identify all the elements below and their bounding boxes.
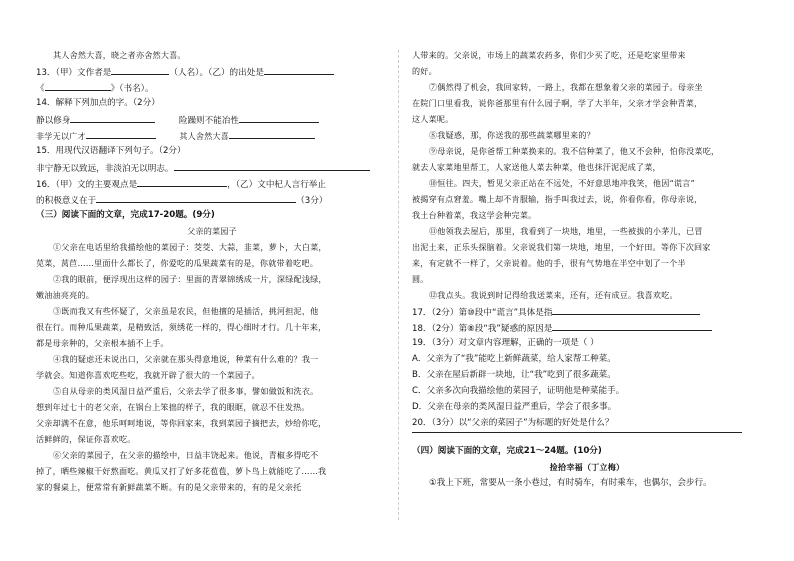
question-15-sentence: 非宁静无以致远，非淡泊无以明志。 [36,159,388,175]
answer-blank[interactable] [174,159,370,171]
question-14-row1: 静以修身 险躁则不能冶性 [36,111,388,127]
paragraph-line: ⑩恒往。四夫，暂见父亲正站在不远处，不好意思地冲我笑，他因“谎言” [429,178,695,188]
paragraph-line: 就去人家菜地里帮工，人家送他人菜去种菜，他也抹汗泥泥成了菜， [412,162,661,172]
paragraph-line: 嫩油油亮亮的。 [36,290,95,300]
answer-blank[interactable] [70,111,155,123]
paragraph-line: 被揭穿有点窘羞。嘴上却不肯服输，指手叫我过去，说，你看你看，你母亲说， [412,194,703,204]
paragraph-line: 父亲却满不在意，他乐呵呵地说，等你回家来，我到菜园子摘把去，炒给你吃， [36,418,327,428]
paragraph-line: ①父亲在电话里给我描绘他的菜园子：茭茭、大蒜，韭菜，萝卜，大白菜， [53,242,327,252]
answer-blank[interactable] [229,127,315,139]
answer-blank[interactable] [552,319,712,331]
paragraph-line: ⑫我点头。我说到时记得给我送菜来，还有，还有成豆。我喜欢吃。 [429,290,678,300]
paragraph-line: ⑦偶然得了机会，我回家转，一路上，我都在想象着父亲的菜园子。母亲坐 [429,82,703,92]
option-d[interactable]: D．父亲在母亲的类风湿日益严重后，学会了很多事。 [412,402,617,412]
answer-blank[interactable] [86,127,156,139]
answer-blank[interactable] [264,63,334,75]
text-line: 其人舍然大喜，晓之者亦舍然大喜。 [53,50,186,60]
paragraph-line: ①我上下班，常要从一条小巷过，有时骑车，有时乘车，也偶尔，会步行。 [429,478,712,488]
paragraph-line: ⑨母亲说，是你爸帮工种菜换来的。我不信种菜了，他又不会种，怕你没菜吃， [429,146,720,156]
left-column [36,47,388,495]
paragraph-line: 想到年过七十的老父亲，在锅台上笨拙的样子，我的眼眶，就忍不住发热。 [36,402,310,412]
answer-blank[interactable] [45,79,111,91]
question-16-cont: 的积极意义在于 （3分） [36,191,388,207]
answer-line[interactable] [412,432,742,433]
paragraph-line: ③既而我又有些怀疑了，父亲虽是农民，但他擅的是插活，挑河担泥，他 [53,306,319,316]
paragraph-line: 这人菜呢。 [412,114,454,124]
paragraph-line: 出泥土来，正乐头探脑着。父亲说我们第一块地，地里，一个好田。等你下次回家 [412,242,711,252]
paragraph-line: 我土台种着菜，我这学会种完菜。 [412,210,537,220]
option-b[interactable]: B．父亲在屋后新辟一块地，让“我”吃到了很多蔬菜。 [412,370,616,380]
answer-blank[interactable] [111,63,169,75]
question-14: 14．解释下列加点的字。（2分） [36,98,160,108]
right-column [412,47,762,491]
paragraph-line: ⑤自从母亲的类风湿日益严重后，父亲去学了很多事，譬如做饭和洗衣。 [53,386,319,396]
answer-blank[interactable] [552,303,700,315]
paragraph-line: ⑧我疑惑，那，你送我的那些蔬菜哪里来的？ [429,130,595,140]
question-15: 15．用现代汉语翻译下列句子。（2分） [36,146,186,156]
paragraph-line: 很在行。而种瓜果蔬菜，是精致活，须绣花一样的，得心细时才行。几十年来， [36,322,327,332]
paragraph-line: ②我的眼前，便浮现出这样的园子：里面的青翠锦绣成一片，深绿配浅绿， [53,274,327,284]
paragraph-line: 人带来的。父亲说，市场上的蔬菜农药多，你们少买了吃，还是吃家里带来 [412,50,686,60]
answer-blank[interactable] [137,175,227,187]
article-title: 父亲的菜园子 [187,226,237,236]
paragraph-line: 来，有定就不一样了，父亲说着。他的手，很有气势地在半空中划了一个半 [412,258,686,268]
paragraph-line: 都是母亲种的，父亲根本插不上手。 [36,338,169,348]
paragraph-line: ⑪他领我去屋后，那里，我看到了一块地，地里，一些被拔的小茅儿，已冒 [429,226,703,236]
section-3-heading: （三）阅读下面的文章，完成17-20题。(9分) [36,210,215,220]
paragraph-line: ④我的疑虑还未说出口，父亲就在那头得意地说，种菜有什么难的？我一 [53,354,319,364]
question-13: 13．（甲）文作者是 （人名）。（乙）的出处是 [36,63,388,79]
option-c[interactable]: C．父亲多次向我描绘他的菜园子，证明他是种菜能手。 [412,386,625,396]
paragraph-line: 学就会。知道你喜欢吃些吃，我就开辟了很大的一个菜园子。 [36,370,260,380]
question-16: 16．（甲）文的主要观点是 ，（乙）文中杞人言行举止 [36,175,388,191]
question-18: 18．（2分）第⑧段“我”疑惑的原因是 [412,319,762,335]
paragraph-line: 圆。 [412,274,429,284]
question-20: 20．（3分）以“父亲的菜园子”为标题的好处是什么？ [412,418,614,428]
paragraph-line: 的好。 [412,66,437,76]
paragraph-line: 家的餐桌上，便常常有新鲜蔬菜不断。有的是父亲带来的，有的是父亲托 [36,482,302,492]
section-4-heading: （四）阅读下面的文章，完成21～24题。(10分) [412,446,602,456]
paragraph-line: 掉了，晒些辣椒干好熬面吃。黄瓜又打了好多花苞苞，萝卜鸟上就能吃了……我 [36,466,327,476]
paragraph-line: 苋菜，莴苣……里面什么都长了，你爱吃的瓜果蔬菜有的是，你就带着吃吧。 [36,258,318,268]
paragraph-line: ⑥父亲的菜园子，在父亲的描绘中，日益丰饶起来。他说，青椒多得吃不 [53,450,319,460]
question-13-cont: 《 》（书名）。 [36,79,388,95]
question-17: 17．（2分）第⑩段中“谎言”具体是指 [412,303,762,319]
answer-blank[interactable] [96,191,296,203]
column-divider [398,50,399,520]
option-a[interactable]: A．父亲为了“我”能吃上新鲜蔬菜，给人家帮工种菜。 [412,354,616,364]
paragraph-line: 在院门口里看我，说你爸那里有什么园子啊，学了大半年，父亲才学会种青菜， [412,98,703,108]
paragraph-line: 活鲜鲜的，保证你喜欢吃。 [36,434,136,444]
question-19: 19．（3分）对文章内容理解，正确的一项是（ ） [412,338,599,348]
article-title-2: 捡拾幸福（丁立梅） [549,462,625,472]
question-14-row2: 非学无以广才 其人舍然大喜 [36,127,388,143]
answer-blank[interactable] [239,111,319,123]
